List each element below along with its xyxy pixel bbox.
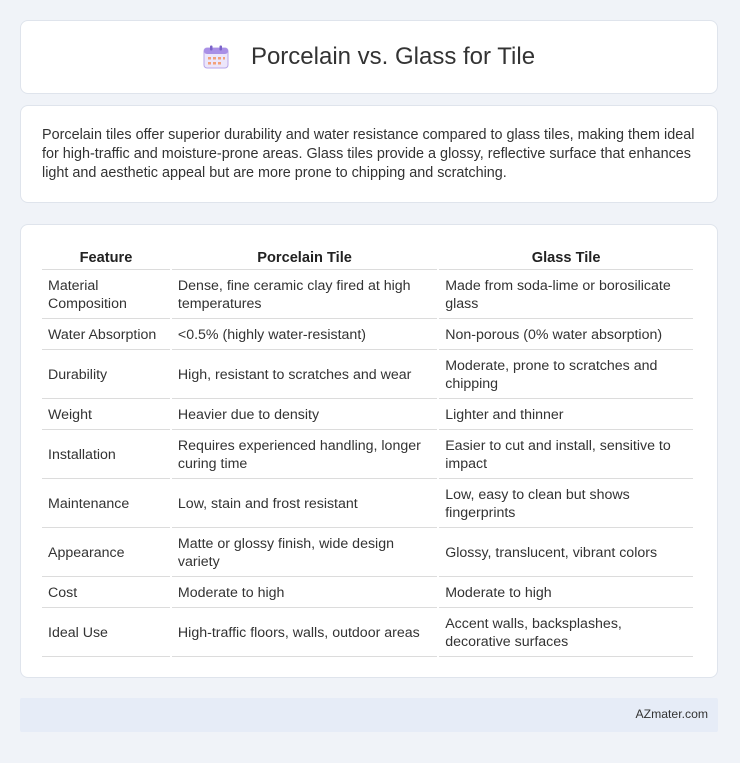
header-porcelain: Porcelain Tile xyxy=(172,247,437,270)
glass-cell: Lighter and thinner xyxy=(439,401,693,430)
footer-bar xyxy=(20,698,718,732)
feature-cell: Water Absorption xyxy=(42,321,170,350)
table-row xyxy=(42,481,693,528)
header-glass: Glass Tile xyxy=(439,247,693,270)
title-card xyxy=(20,20,718,94)
table-row xyxy=(42,579,693,608)
table-row xyxy=(42,352,693,399)
glass-cell: Glossy, translucent, vibrant colors xyxy=(439,530,693,577)
feature-cell: Durability xyxy=(42,352,170,399)
glass-cell: Moderate to high xyxy=(439,579,693,608)
table-row xyxy=(42,530,693,577)
table-row xyxy=(42,432,693,479)
porcelain-cell: Heavier due to density xyxy=(172,401,437,430)
glass-cell: Easier to cut and install, sensitive to impact xyxy=(439,432,693,479)
porcelain-cell: Matte or glossy finish, wide design variety xyxy=(172,530,437,577)
summary-card xyxy=(20,105,718,203)
table-row xyxy=(42,321,693,350)
summary-text: Porcelain tiles offer superior durability and water resistance compared to glass tiles, making them ideal for high-traffic and moisture-prone areas. Glass tiles provide a glossy, reflective surface that enhances light and aesthetic appeal but are more prone to chipping and scratching. xyxy=(42,127,695,181)
porcelain-cell: High, resistant to scratches and wear xyxy=(172,352,437,399)
feature-cell: Installation xyxy=(42,432,170,479)
title-row xyxy=(203,43,535,71)
porcelain-cell: <0.5% (highly water-resistant) xyxy=(172,321,437,350)
feature-cell: Material Composition xyxy=(42,272,170,319)
porcelain-cell: Low, stain and frost resistant xyxy=(172,481,437,528)
glass-cell: Low, easy to clean but shows fingerprints xyxy=(439,481,693,528)
table-row xyxy=(42,401,693,430)
calendar-icon xyxy=(203,45,229,69)
porcelain-cell: Requires experienced handling, longer curing time xyxy=(172,432,437,479)
glass-cell: Accent walls, backsplashes, decorative surfaces xyxy=(439,610,693,657)
feature-cell: Weight xyxy=(42,401,170,430)
porcelain-cell: High-traffic floors, walls, outdoor areas xyxy=(172,610,437,657)
table-card xyxy=(20,224,718,678)
feature-cell: Ideal Use xyxy=(42,610,170,657)
header-feature: Feature xyxy=(42,247,170,270)
glass-cell: Made from soda-lime or borosilicate glass xyxy=(439,272,693,319)
porcelain-cell: Moderate to high xyxy=(172,579,437,608)
feature-cell: Maintenance xyxy=(42,481,170,528)
table-row xyxy=(42,272,693,319)
glass-cell: Moderate, prone to scratches and chipping xyxy=(439,352,693,399)
page-title: Porcelain vs. Glass for Tile xyxy=(250,43,536,70)
comparison-table xyxy=(40,245,695,659)
table-header-row xyxy=(42,247,693,270)
porcelain-cell: Dense, fine ceramic clay fired at high temperatures xyxy=(172,272,437,319)
table-row xyxy=(42,610,693,657)
feature-cell: Cost xyxy=(42,579,170,608)
feature-cell: Appearance xyxy=(42,530,170,577)
glass-cell: Non-porous (0% water absorption) xyxy=(439,321,693,350)
footer-site-link[interactable]: AZmater.com xyxy=(635,707,708,721)
